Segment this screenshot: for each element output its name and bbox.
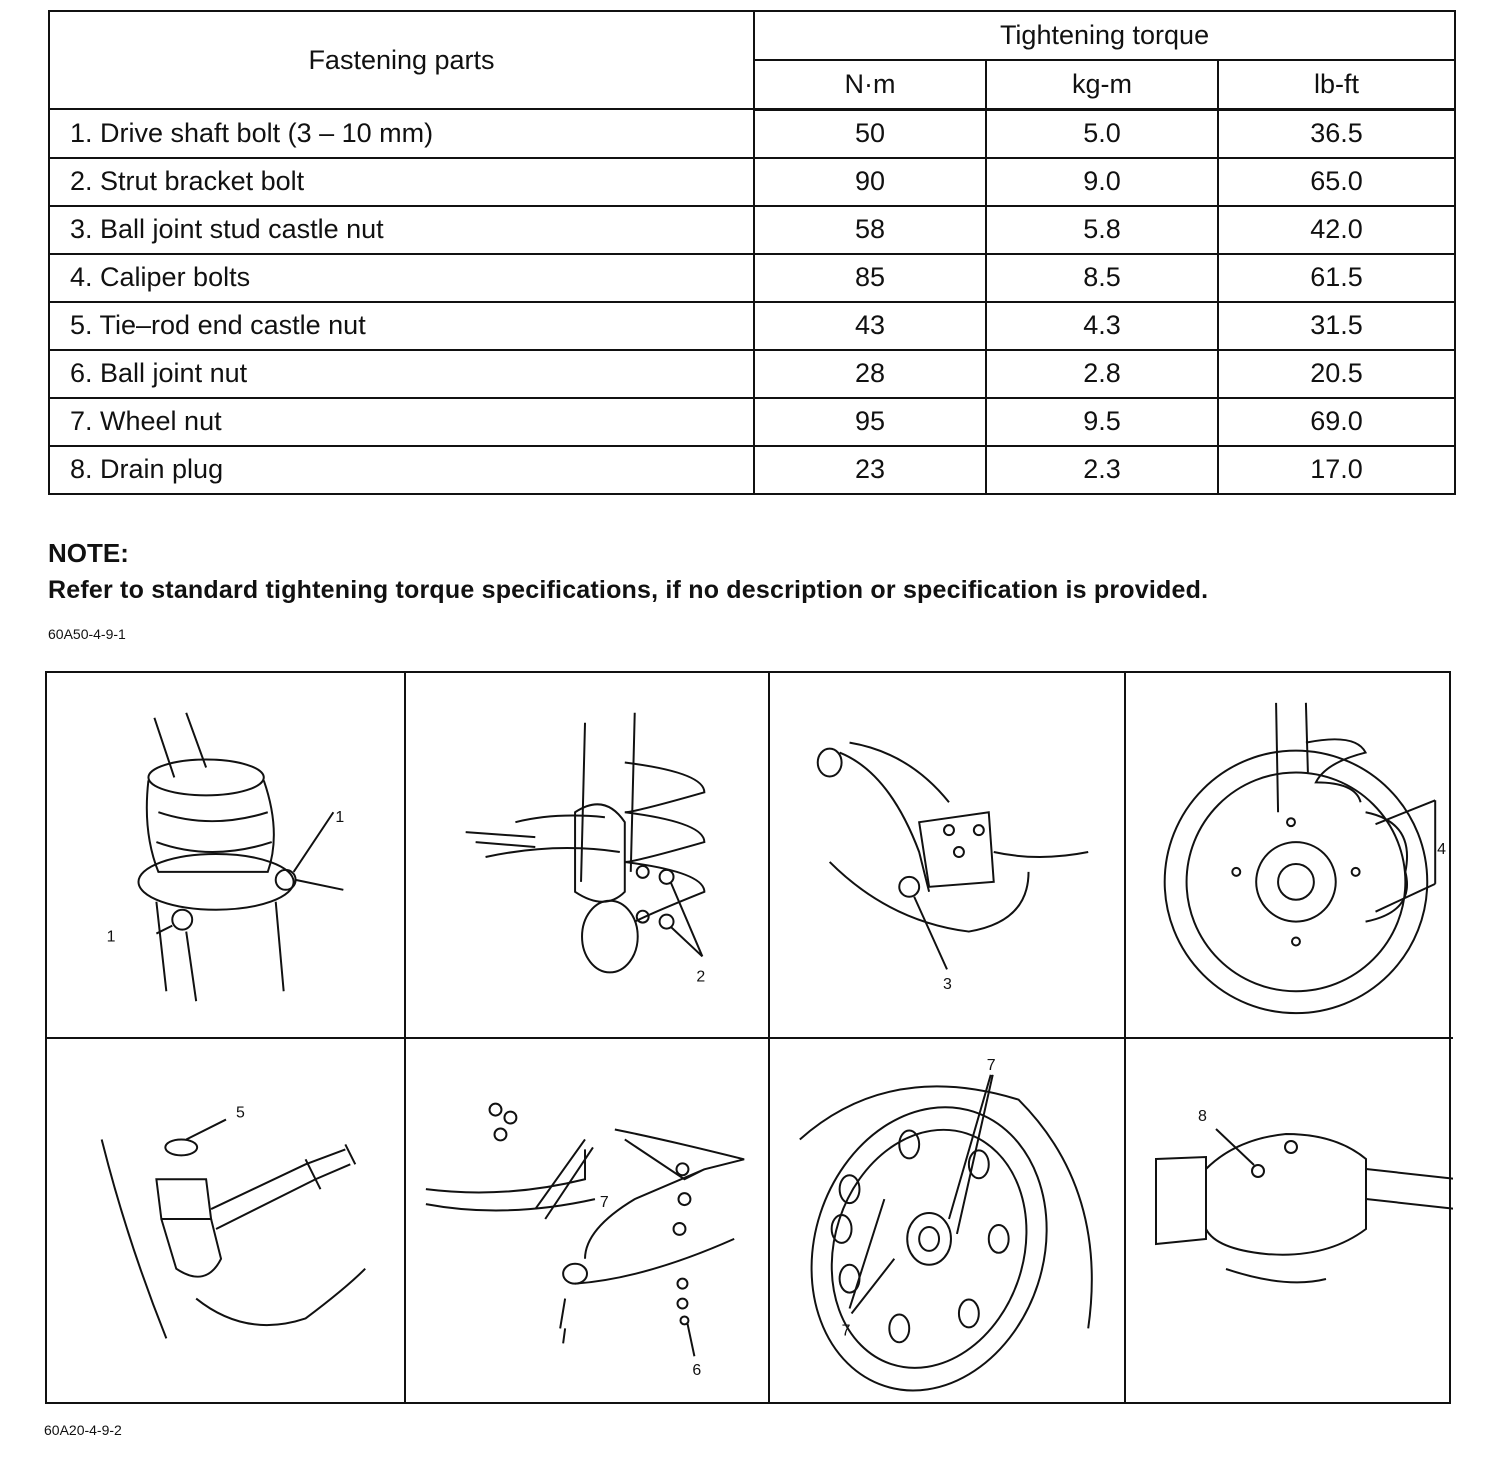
cell-nm: 85 — [754, 254, 986, 302]
cell-kgm: 5.0 — [986, 109, 1218, 158]
cell-nm: 43 — [754, 302, 986, 350]
strut-bracket-illustration — [406, 673, 768, 1037]
table-row — [49, 206, 1455, 254]
cell-kgm: 2.8 — [986, 350, 1218, 398]
callout-1-upper: 1 — [335, 809, 345, 827]
callout-5: 5 — [235, 1104, 245, 1122]
table-row — [49, 254, 1455, 302]
cell-part: 1. Drive shaft bolt (3 – 10 mm) — [49, 109, 754, 158]
torque-table — [48, 10, 1456, 495]
table-row — [49, 350, 1455, 398]
figure-differential — [1126, 1039, 1453, 1402]
cell-part: 6. Ball joint nut — [49, 350, 754, 398]
cell-lbft: 61.5 — [1218, 254, 1455, 302]
table-row — [49, 398, 1455, 446]
table-row — [49, 158, 1455, 206]
figure-tie-rod — [47, 1039, 406, 1402]
table-row — [49, 109, 1455, 158]
callout-1-lower: 1 — [106, 928, 116, 946]
table-reference-code: 60A50-4-9-1 — [48, 626, 126, 642]
cell-part: 3. Ball joint stud castle nut — [49, 206, 754, 254]
header-fastening-parts: Fastening parts — [49, 11, 754, 109]
cell-part: 8. Drain plug — [49, 446, 754, 494]
cell-kgm: 9.0 — [986, 158, 1218, 206]
callout-3: 3 — [943, 976, 952, 994]
cell-kgm: 4.3 — [986, 302, 1218, 350]
note-title: NOTE: — [48, 538, 129, 568]
callout-6: 6 — [692, 1362, 702, 1380]
cell-nm: 50 — [754, 109, 986, 158]
callout-8: 8 — [1198, 1108, 1207, 1125]
cell-nm: 28 — [754, 350, 986, 398]
cell-kgm: 5.8 — [986, 206, 1218, 254]
callout-7-bottom: 7 — [841, 1322, 851, 1340]
figure-ball-joint-stud — [770, 673, 1126, 1039]
callout-7-arm: 7 — [599, 1194, 609, 1212]
header-unit-kgm: kg-m — [986, 60, 1218, 109]
callout-7-top: 7 — [986, 1056, 996, 1074]
caliper-illustration — [1126, 673, 1453, 1037]
cell-lbft: 42.0 — [1218, 206, 1455, 254]
ball-joint-illustration — [770, 673, 1124, 1037]
cell-lbft: 65.0 — [1218, 158, 1455, 206]
figure-control-arm — [406, 1039, 770, 1402]
figure-grid — [45, 671, 1451, 1404]
cell-lbft: 31.5 — [1218, 302, 1455, 350]
note-text: Refer to standard tightening torque specifications, if no description or specification is provided. — [48, 576, 1209, 604]
figure-caliper — [1126, 673, 1453, 1039]
wheel-illustration — [770, 1039, 1124, 1402]
cell-lbft: 36.5 — [1218, 109, 1455, 158]
cell-kgm: 2.3 — [986, 446, 1218, 494]
cell-nm: 95 — [754, 398, 986, 446]
cell-kgm: 9.5 — [986, 398, 1218, 446]
cell-part: 7. Wheel nut — [49, 398, 754, 446]
cell-lbft: 20.5 — [1218, 350, 1455, 398]
cell-part: 4. Caliper bolts — [49, 254, 754, 302]
control-arm-illustration — [406, 1039, 768, 1402]
figure-reference-code: 60A20-4-9-2 — [44, 1422, 122, 1438]
cell-nm: 90 — [754, 158, 986, 206]
callout-2: 2 — [696, 968, 706, 986]
header-unit-lbft: lb-ft — [1218, 60, 1455, 109]
cell-nm: 58 — [754, 206, 986, 254]
cell-nm: 23 — [754, 446, 986, 494]
tie-rod-illustration — [47, 1039, 404, 1402]
cell-part: 5. Tie–rod end castle nut — [49, 302, 754, 350]
table-row — [49, 446, 1455, 494]
drive-shaft-illustration — [47, 673, 404, 1037]
cell-lbft: 17.0 — [1218, 446, 1455, 494]
cell-kgm: 8.5 — [986, 254, 1218, 302]
figure-drive-shaft — [47, 673, 406, 1039]
callout-4: 4 — [1437, 841, 1447, 859]
header-unit-nm: N·m — [754, 60, 986, 109]
table-row — [49, 302, 1455, 350]
figure-strut-bracket — [406, 673, 770, 1039]
differential-illustration — [1126, 1039, 1453, 1402]
figure-wheel — [770, 1039, 1126, 1402]
cell-lbft: 69.0 — [1218, 398, 1455, 446]
cell-part: 2. Strut bracket bolt — [49, 158, 754, 206]
header-tightening-torque: Tightening torque — [754, 11, 1455, 60]
